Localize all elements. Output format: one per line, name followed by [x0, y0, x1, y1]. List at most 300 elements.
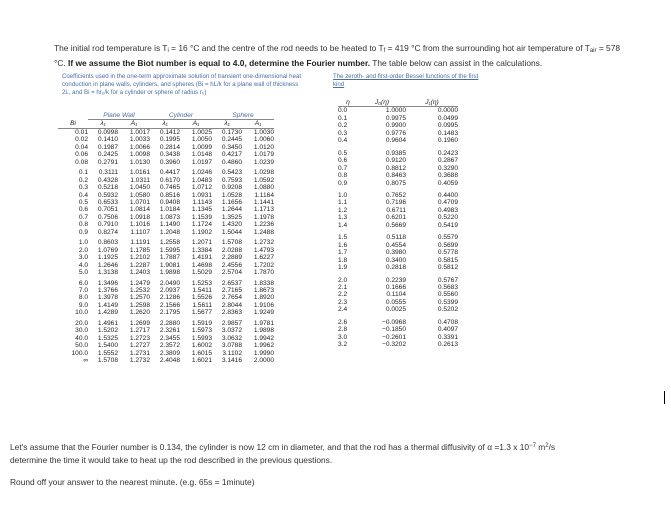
table-row [58, 262, 274, 269]
table-cell: 1.0528 [221, 191, 242, 199]
table-cell: 0.0025 [385, 306, 406, 314]
table-cell: 1.2236 [253, 221, 274, 229]
table-cell: 0.3290 [437, 164, 458, 172]
table-row [338, 284, 458, 291]
table-cell: 20.0 [75, 319, 88, 327]
table-cell: 1.5611 [192, 301, 212, 309]
table-cell: 1.1441 [253, 198, 274, 206]
problem-line-1: The initial rod temperature is Ti = 16 °C and the centre of the rod needs to be heated to Tf = 419 °C from the surrounding hot air temperature of Tair = 578 [54, 43, 621, 54]
table-cell: 40.0 [75, 334, 88, 342]
table-cell: 2.8044 [221, 301, 242, 309]
table-cell: 0.5699 [437, 241, 458, 249]
table-cell: 1.0025 [191, 128, 212, 136]
table-cell: 0.8516 [159, 191, 180, 199]
table-cell: 1.1539 [191, 213, 212, 221]
table-cell: 0.2613 [437, 341, 458, 349]
table-cell: −0.2601 [381, 333, 406, 341]
table-cell: 0.8274 [97, 228, 118, 236]
table-cell: 1.5 [338, 234, 348, 242]
table-cell: 0.7465 [159, 184, 180, 192]
table-cell: 50.0 [75, 342, 88, 350]
table-cell: 0.0998 [97, 128, 118, 136]
table-cell: 1.4289 [97, 309, 118, 317]
table-row [338, 341, 458, 348]
col-a: A₁ [118, 120, 150, 128]
table-cell: −0.3202 [381, 341, 406, 349]
table-cell: 1.5708 [221, 239, 242, 247]
group-plane-wall: Plane Wall [88, 112, 150, 120]
table-cell: 3.0 [338, 333, 348, 341]
table-cell: 1.2732 [129, 357, 150, 365]
table-cell: 1.1785 [129, 246, 150, 254]
table-cell: 0.5669 [385, 221, 406, 229]
table-cell: 7.0 [78, 286, 88, 294]
rounding-instruction: Round off your answer to the nearest minute. (e.g. 65s = 1minute) [10, 477, 255, 487]
table-cell: −0.1850 [381, 326, 406, 334]
table-cell: 1.5919 [191, 319, 212, 327]
table-cell: 2.0490 [159, 279, 180, 287]
table-cell: 1.0184 [159, 206, 180, 214]
problem-statement [54, 42, 666, 69]
table-cell: 0.8075 [385, 179, 406, 187]
table-row [58, 294, 274, 301]
table-cell: 1.1978 [253, 213, 274, 221]
table-row [338, 187, 458, 199]
table-cell: 1.0197 [191, 158, 212, 166]
table-cell: 0.4097 [437, 326, 458, 334]
table-cell: 0.3400 [385, 256, 406, 264]
table-cell: 3.1416 [221, 357, 242, 365]
table-cell: 0.9385 [385, 149, 406, 157]
coefficient-table-body [58, 128, 274, 364]
table-cell: 0.9975 [385, 114, 406, 122]
table-cell: 1.1191 [130, 239, 150, 247]
table-cell: 0.4400 [437, 191, 458, 199]
table-cell: 0.3 [338, 129, 348, 137]
table-cell: 1.3138 [97, 269, 118, 277]
table-cell: 0.2423 [437, 149, 458, 157]
table-row [338, 157, 458, 164]
table-cell: 2.0937 [159, 286, 180, 294]
table-cell: 0.1412 [159, 128, 180, 136]
table-row [58, 327, 274, 334]
table-cell: 0.7051 [97, 206, 118, 214]
table-cell: 2.3261 [159, 327, 180, 335]
table-cell: 1.0030 [253, 128, 274, 136]
table-cell: 0.4 [338, 137, 348, 145]
table-cell: 2.0 [78, 246, 88, 254]
table-row [58, 269, 274, 276]
table-cell: 1.0000 [385, 107, 406, 115]
table-cell: 5.0 [78, 269, 88, 277]
table-cell: 0.1730 [221, 128, 242, 136]
table-cell: 1.2699 [129, 319, 150, 327]
table-cell: 2.8 [338, 326, 348, 334]
table-cell: 1.2644 [221, 206, 242, 214]
table-row [338, 299, 458, 306]
table-cell: 0.5118 [386, 234, 406, 242]
table-cell: 1.4 [338, 221, 348, 229]
table-cell: 2.3455 [159, 334, 180, 342]
table-cell: 0.2239 [385, 276, 406, 284]
table-cell: 0.4983 [437, 206, 458, 214]
table-cell: 0.4709 [437, 199, 458, 207]
table-cell: 0.0555 [385, 298, 406, 306]
table-cell: 1.4793 [253, 246, 274, 254]
table-cell: 4.0 [78, 261, 88, 269]
table-cell: 1.4961 [97, 319, 118, 327]
table-cell: 0.04 [75, 143, 88, 151]
table-cell: 1.2479 [129, 279, 150, 287]
table-cell: 2.1566 [159, 301, 180, 309]
table-row [58, 199, 274, 206]
table-cell: 0.0000 [437, 107, 458, 115]
table-cell: 1.0592 [253, 176, 274, 184]
col-a: A₁ [180, 120, 212, 128]
table-cell: 1.2570 [129, 294, 150, 302]
table-cell: 1.2048 [159, 228, 180, 236]
table-cell: 1.9898 [253, 327, 274, 335]
table-cell: 0.9 [338, 179, 348, 187]
table-cell: 0.9408 [159, 198, 180, 206]
table-cell: 0.06 [75, 151, 88, 159]
table-cell: −0.0968 [381, 318, 406, 326]
table-cell: 1.5973 [191, 327, 212, 335]
table-row [338, 115, 458, 122]
table-cell: 1.1345 [191, 206, 212, 214]
table-cell: 2.1 [338, 283, 348, 291]
table-row [338, 229, 458, 241]
table-cell: 1.2727 [129, 342, 150, 350]
col-a: A₁ [242, 120, 274, 128]
table-cell: 3.0632 [221, 334, 242, 342]
table-cell: 2.5704 [221, 269, 242, 277]
table-cell: 10.0 [75, 309, 88, 317]
table-row [338, 107, 458, 115]
table-row [338, 264, 458, 271]
follow-up-question [10, 440, 660, 498]
table-cell: 2.4556 [221, 261, 242, 269]
table-cell: 0.4860 [221, 158, 242, 166]
table-cell: 1.5708 [97, 357, 118, 365]
table-cell: 0.1960 [437, 137, 458, 145]
table-cell: 1.9962 [253, 342, 274, 350]
table-cell: 1.4320 [221, 221, 242, 229]
table-cell: 1.2598 [129, 301, 150, 309]
table-cell: 0.6711 [386, 206, 406, 214]
table-row [58, 206, 274, 213]
table-cell: 0.7506 [97, 213, 118, 221]
table-cell: 1.0580 [129, 191, 150, 199]
table-cell: 1.2732 [253, 239, 274, 247]
table-row [338, 145, 458, 157]
table-cell: 1.6227 [253, 254, 274, 262]
table-cell: 2.3809 [159, 349, 180, 357]
table-row [58, 342, 274, 349]
table-cell: 0.3391 [437, 333, 458, 341]
table-cell: 1.0120 [253, 143, 274, 151]
table-cell: 2.3572 [159, 342, 180, 350]
table-cell: 1.0880 [253, 184, 274, 192]
table-cell: 2.2889 [221, 254, 242, 262]
table-cell: 1.5400 [97, 342, 118, 350]
table-cell: 0.0 [338, 107, 348, 115]
table-cell: 2.2 [338, 291, 348, 299]
table-cell: 0.02 [75, 136, 88, 144]
table-cell: 0.6201 [385, 214, 406, 222]
group-sphere: Sphere [212, 112, 274, 120]
table-row [338, 314, 458, 326]
table-cell: 1.5325 [97, 334, 118, 342]
table-row [58, 247, 274, 254]
table-cell: 0.5932 [97, 191, 118, 199]
col-j1: J₁(η) [406, 99, 458, 107]
table-row [58, 151, 274, 158]
table-cell: 1.3978 [97, 294, 118, 302]
table-cell: 1.3 [338, 214, 348, 222]
table-row [58, 166, 274, 176]
table-cell: 0.7196 [385, 199, 406, 207]
table-cell: 1.2287 [129, 261, 150, 269]
table-row [338, 122, 458, 129]
table-row [338, 257, 458, 264]
table-cell: 2.1795 [159, 309, 180, 317]
table-cell: 1.1713 [253, 206, 274, 214]
table-row [58, 159, 274, 166]
table-cell: 0.9120 [385, 157, 406, 165]
col-lambda: λ₁ [212, 120, 242, 128]
table-cell: 1.0148 [191, 151, 212, 159]
table-row [58, 309, 274, 316]
question-paragraph: Let's assume that the Fourier number is 0.134, the cylinder is now 12 cm in diameter, and that the rod has a thermal diffusivity of α =1.3 x $10^{-7}$ $m^2/s$ determine the time it would take to heat up the rod described in the previous questions. [10, 442, 556, 465]
table-cell: 1.1143 [192, 198, 212, 206]
table-cell: 1.1107 [130, 228, 150, 236]
table-cell: 1.1164 [254, 191, 274, 199]
table-cell: 1.8673 [253, 286, 274, 294]
table-cell: 0.5218 [97, 184, 118, 192]
table-cell: 2.0288 [221, 246, 242, 254]
table-cell: 0.1 [78, 169, 88, 177]
table-cell: 0.5560 [437, 291, 458, 299]
table-row [58, 254, 274, 261]
table-row [338, 180, 458, 187]
table-cell: 0.3450 [221, 143, 242, 151]
problem-line-2: °C. If we assume the Biot number is equal to 4.0, determine the Fourier number. The table below can assist in the calculations. [54, 58, 543, 68]
table-cell: 0.8463 [385, 172, 406, 180]
table-cell: 0.01 [75, 128, 88, 136]
table-cell: 1.0931 [191, 191, 212, 199]
table-cell: 1.1925 [97, 254, 118, 262]
table-cell: 0.7652 [385, 191, 406, 199]
table-cell: 0.1666 [385, 283, 406, 291]
table-row [58, 277, 274, 287]
table-cell: 1.2102 [129, 254, 150, 262]
table-cell: 2.2880 [159, 319, 180, 327]
table-cell: 1.4698 [191, 261, 212, 269]
table-cell: 0.1987 [97, 143, 118, 151]
table-cell: 1.7870 [253, 269, 274, 277]
table-cell: 1.0873 [159, 213, 180, 221]
table-cell: 2.0000 [253, 357, 274, 365]
table-row [58, 236, 274, 246]
table-cell: 1.5029 [191, 269, 212, 277]
table-cell: 0.5778 [437, 249, 458, 257]
table-row [338, 242, 458, 249]
table-cell: 1.0483 [191, 176, 212, 184]
table-cell: 0.4708 [437, 318, 458, 326]
table-cell: 0.9208 [221, 184, 242, 192]
table-cell: 0.6533 [97, 198, 118, 206]
table-cell: 3.0788 [221, 342, 242, 350]
table-cell: 1.0099 [191, 143, 212, 151]
table-cell: 1.2488 [253, 228, 274, 236]
bessel-table-body [338, 107, 458, 349]
table-cell: 1.9990 [253, 349, 274, 357]
table-cell: 0.8812 [385, 164, 406, 172]
table-row [58, 128, 274, 136]
table-cell: 0.5419 [437, 221, 458, 229]
table-cell: 1.5526 [191, 294, 212, 302]
table-cell: 1.0130 [129, 158, 150, 166]
table-row [58, 335, 274, 342]
table-row [338, 199, 458, 206]
table-cell: 0.3980 [385, 249, 406, 257]
table-cell: 100.0 [71, 349, 88, 357]
table-cell: 3.0 [78, 254, 88, 262]
table-cell: 0.6 [338, 157, 348, 165]
table-cell: 1.0246 [191, 169, 212, 177]
table-cell: 1.2 [338, 206, 348, 214]
table-row [58, 177, 274, 184]
table-cell: 1.2731 [129, 349, 150, 357]
table-row [338, 130, 458, 137]
table-row [58, 192, 274, 199]
table-cell: 0.5220 [437, 214, 458, 222]
table-cell: 1.0066 [129, 143, 150, 151]
table-cell: 1.7887 [159, 254, 180, 262]
table-cell: 1.0179 [253, 151, 274, 159]
table-cell: 1.2403 [129, 269, 150, 277]
table-cell: 0.6170 [159, 176, 180, 184]
table-cell: 1.0017 [129, 128, 150, 136]
table-cell: 1.3525 [221, 213, 242, 221]
table-cell: 1.1724 [191, 221, 212, 229]
table-cell: 0.4417 [159, 169, 180, 177]
table-cell: 0.4217 [221, 151, 242, 159]
table-cell: 1.0298 [253, 169, 274, 177]
table-cell: 1.2723 [129, 334, 150, 342]
one-term-coefficient-table [58, 112, 274, 365]
table-cell: 1.0060 [253, 136, 274, 144]
table-row [338, 222, 458, 229]
table-cell: 1.2532 [129, 286, 150, 294]
table-cell: 0.2 [78, 176, 88, 184]
table-row [58, 317, 274, 327]
bessel-table-caption: The zeroth- and first-order Bessel functions of the first kind [333, 73, 479, 88]
table-cell: ∞ [83, 357, 88, 365]
table-cell: 2.9857 [221, 319, 242, 327]
table-cell: 0.2814 [159, 143, 180, 151]
group-header-row [58, 112, 274, 120]
table-cell: 0.2818 [385, 264, 406, 272]
table-cell: 1.1656 [221, 198, 242, 206]
table-cell: 0.3111 [98, 169, 118, 177]
table-cell: 3.1102 [222, 349, 242, 357]
table-cell: 0.9604 [385, 137, 406, 145]
table-cell: 1.3384 [191, 246, 212, 254]
table-cell: 1.6021 [191, 357, 212, 365]
table-row [58, 214, 274, 221]
table-cell: 0.1 [338, 114, 348, 122]
table-cell: 0.1104 [386, 291, 406, 299]
table-row [338, 165, 458, 172]
table-cell: 1.5552 [97, 349, 118, 357]
table-cell: 2.8363 [221, 309, 242, 317]
table-cell: 0.8 [338, 172, 348, 180]
table-row [58, 350, 274, 357]
table-cell: 2.7654 [221, 294, 242, 302]
table-cell: 1.8338 [253, 279, 274, 287]
table-cell: 2.7165 [221, 286, 242, 294]
table-cell: 0.0995 [437, 122, 458, 130]
table-cell: 1.9781 [253, 319, 274, 327]
table-row [338, 249, 458, 256]
table-row [58, 287, 274, 294]
table-cell: 1.0450 [129, 184, 150, 192]
group-cylinder: Cylinder [150, 112, 212, 120]
table-cell: 2.6537 [221, 279, 242, 287]
col-j0: J₀(η) [358, 99, 406, 107]
col-eta: η [338, 99, 358, 107]
table-cell: 0.1483 [437, 129, 458, 137]
table-cell: 0.7 [78, 213, 88, 221]
table-cell: 0.7910 [97, 221, 118, 229]
table-cell: 1.8920 [253, 294, 274, 302]
table-cell: 1.0701 [129, 198, 150, 206]
table-cell: 3.2 [338, 341, 348, 349]
table-cell: 2.0 [338, 276, 348, 284]
table-cell: 0.5683 [437, 283, 458, 291]
table-row [338, 272, 458, 284]
table-row [58, 357, 274, 364]
table-cell: 1.1 [338, 199, 348, 207]
table-cell: 2.4 [338, 306, 348, 314]
table-row [338, 172, 458, 179]
table-cell: 0.1995 [159, 136, 180, 144]
table-cell: 0.08 [75, 158, 88, 166]
table-cell: 1.9081 [159, 261, 180, 269]
table-cell: 1.6002 [191, 342, 212, 350]
table-cell: 1.2620 [129, 309, 150, 317]
table-cell: 0.3688 [437, 172, 458, 180]
table-row [58, 221, 274, 228]
table-cell: 1.0311 [130, 176, 150, 184]
table-row [338, 207, 458, 214]
table-cell: 0.2 [338, 122, 348, 130]
table-cell: 1.0050 [191, 136, 212, 144]
table-cell: 0.3 [78, 184, 88, 192]
table-cell: 2.6 [338, 318, 348, 326]
table-cell: 0.1410 [97, 136, 118, 144]
table-cell: 2.1286 [159, 294, 180, 302]
table-cell: 1.3766 [97, 286, 118, 294]
table-cell: 1.7202 [253, 261, 274, 269]
table-cell: 1.4191 [191, 254, 212, 262]
table-cell: 1.0 [78, 239, 88, 247]
table-cell: 30.0 [75, 327, 88, 335]
table-cell: 1.9 [338, 264, 348, 272]
table-cell: 1.4149 [97, 301, 118, 309]
